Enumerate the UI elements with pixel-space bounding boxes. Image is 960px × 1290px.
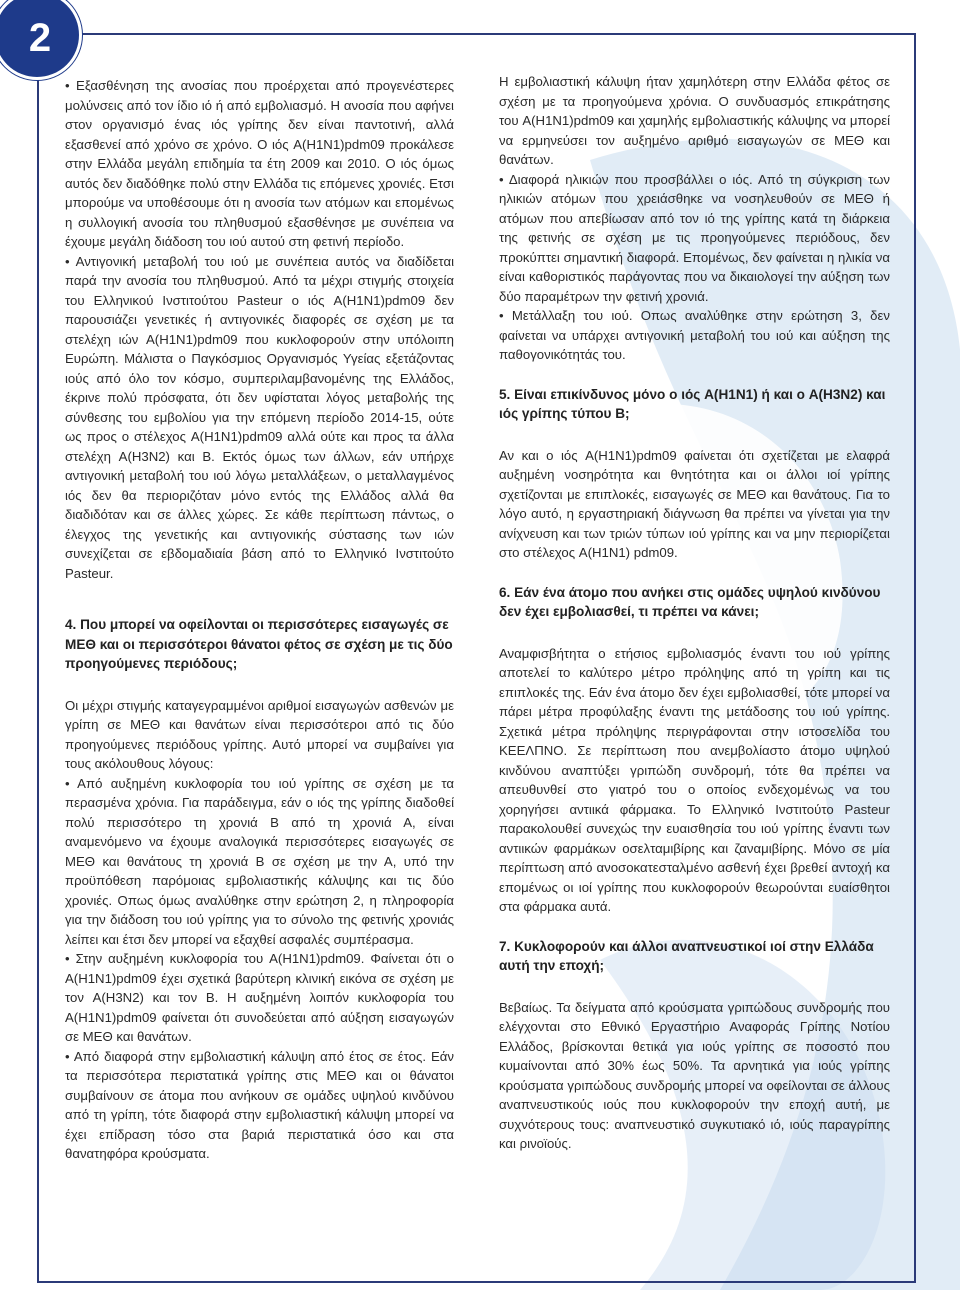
- section-heading-6: 6. Εάν ένα άτομο που ανήκει στις ομάδες υψηλού κινδύνου δεν έχει εμβολιασθεί, τι πρέπει να κάνει;: [499, 584, 881, 619]
- right-paragraph-3: • Μετάλλαξη του ιού. Οπως αναλύθηκε στην ερώτηση 3, δεν φαίνεται να υπάρχει αντιγονική μεταβολή του ιού και αύξηση της παθογονικότητάς του.: [499, 308, 890, 362]
- left-paragraph-5: • Στην αυξημένη κυκλοφορία του A(H1N1)pdm09. Φαίνεται ότι ο A(H1N1)pdm09 έχει σχετικά βαρύτερη κλινική εικόνα σε σχέση με τον A(H3N2) και τον B. Η αυξημένη λοιπόν κυκλοφορία του A(H1N1)pdm09 φαίνεται ότι συνοδεύεται από αύξηση εισαγωγών σε ΜΕΘ και θανάτων.: [65, 951, 454, 1044]
- page-number: 2: [28, 16, 52, 60]
- left-paragraph-3: Οι μέχρι στιγμής καταγεγραμμένοι αριθμοί εισαγωγών ασθενών με γρίπη σε ΜΕΘ και θανάτων είναι περισσότεροι από τις δύο προηγούμενες περιόδους γρίπης. Αυτό μπορεί να συμβαίνει για τους ακόλουθους λόγους:: [65, 697, 454, 771]
- right-column: [499, 72, 890, 1154]
- section-heading-7: 7. Κυκλοφορούν και άλλοι αναπνευστικοί ιοί στην Ελλάδα αυτή την εποχή;: [499, 938, 874, 973]
- left-paragraph-1: • Εξασθένηση της ανοσίας που προέρχεται από προγενέστερες μολύνσεις από τον ίδιο ιό ή από εμβολιασμό. Η ανοσία που αφήνει στον οργανισμό ένας ιός γρίπης δεν είναι παντοτινή, αλλά εξασθενεί από χρόνο σε χρόνο. Ο ιός A(H1N1)pdm09 προκάλεσε στην Ελλάδα μεγάλη επιδημία τα έτη 2009 και 2010. Ο ιός όμως αυτός δεν διαδόθηκε πολύ στην Ελλάδα τις επόμενες χρονιές. Ετσι μπορούμε να υποθέσουμε ότι η ανοσία των ατόμων και επομένως η συλλογική ανοσία του πληθυσμού εξασθένησε με συνέπεια να έχουμε μεγάλη διάδοση του ιού αυτού στη φετινή περίοδο.: [65, 78, 454, 249]
- right-paragraph-2: • Διαφορά ηλικιών που προσβάλλει ο ιός. Από τη σύγκριση των ηλικιών ατόμων που χρειάσθηκε να νοσηλευθούν σε ΜΕΘ ή ατόμων που απεβίωσαν από τον ιό της γρίπης κατά τη διάρκεια της φετινής σε σχέση με τις προηγούμενες περιόδους, δεν προκύπτει σημαντική διαφορά. Επομένως, δεν φαίνεται η ηλικία να είναι καθοριστικός παράγοντας που να δικαιολογεί την αύξηση των δύο παραμέτρων την φετινή χρονιά.: [499, 171, 890, 304]
- section-heading-5: 5. Είναι επικίνδυνος μόνο ο ιός A(H1N1) ή και ο A(H3N2) και ιός γρίπης τύπου Β;: [499, 386, 886, 421]
- left-paragraph-4: • Από αυξημένη κυκλοφορία του ιού γρίπης σε σχέση με τα περασμένα χρόνια. Για παράδειγμα, εάν ο ιός της γρίπης διαδοθεί πολύ περισσότερο τη χρονιά Β από τη χρονιά Α, είναι αναμενόμενο να έχουμε αναλογικά περισσότερες εισαγωγές σε ΜΕΘ και θανάτους τη χρονιά Β σε σχέση με την Α, υπό την προϋπόθεση παρόμοιας εμβολιαστικής κάλυψης και τις δύο χρονιές. Οπως όμως αναλύθηκε στην ερώτηση 2, η πληροφορία για την διάδοση του ιού γρίπης για το σύνολο της φετινής χρονιάς λείπει και έτσι δεν μπορεί να εξαχθεί ασφαλές συμπέρασμα.: [65, 775, 454, 947]
- left-column: [65, 76, 454, 1164]
- section-heading-4: 4. Που μπορεί να οφείλονται οι περισσότερες εισαγωγές σε ΜΕΘ και οι περισσότεροι θάνατοι φέτος σε σχέση με τις δύο προηγούμενες περιόδους;: [65, 617, 453, 671]
- right-paragraph-5: Αναμφισβήτητα ο ετήσιος εμβολιασμός έναντι του ιού γρίπης αποτελεί το καλύτερο μέτρο πρόληψης από τη γρίπη και τις επιπλοκές της. Εάν ένα άτομο δεν έχει εμβολιασθεί, τότε μπορεί να πάρει μέτρα προφύλαξης έναντι της μετάδοσης του ιού γρίπης. Σχετικά μέτρα πρόληψης περιγράφονται στην ιστοσελίδα του ΚΕΕΛΠΝΟ. Σε περίπτωση που ανεμβολίαστο άτομο υψηλού κινδύνου αναπτύξει γριπώδη συνδρομή, τότε θα πρέπει να απευθυνθεί στο γιατρό του ο οποίος ενδεχομένως να του χορηγήσει αντιικά φάρμακα. Το Ελληνικό Ινστιτούτο Pasteur παρακολουθεί συνεχώς την ευαισθησία του ιού γρίπης έναντι των αντιικών φαρμάκων οσελταμιβίρης και ζαναμιβίρης. Μόνο σε μία περίπτωση από ανοσοκατεσταλμένο ασθενή έχει βρεθεί αντοχή κα επομένως οι ιοί γρίπης που κυκλοφορούν θεωρούνται ευαίσθητοι στα φάρμακα αυτά.: [499, 645, 890, 914]
- right-paragraph-1: Η εμβολιαστική κάλυψη ήταν χαμηλότερη στην Ελλάδα φέτος σε σχέση με τα προηγούμενα χρόνια. Ο συνδυασμός επικράτησης του A(H1N1)pdm09 και χαμηλής εμβολιαστικής κάλυψης να μπορεί να ερμηνεύσει τον αυξημένο αριθμό εισαγωγών σε ΜΕΘ και θανάτων.: [499, 74, 890, 167]
- left-paragraph-6: • Από διαφορά στην εμβολιαστική κάλυψη από έτος σε έτος. Εάν τα περισσότερα περιστατικά γρίπης στις ΜΕΘ και οι θάνατοι συμβαίνουν σε άτομα που ανήκουν σε ομάδες υψηλού κινδύνου από τη γρίπη, τότε διαφορά στην εμβολιαστική κάλυψη μπορεί να έχει επίδραση τόσο στα βαριά περιστατικά όσο και στα θανατηφόρα κρούσματα.: [65, 1048, 454, 1161]
- right-paragraph-4: Αν και ο ιός A(H1N1)pdm09 φαίνεται ότι σχετίζεται με ελαφρά αυξημένη νοσηρότητα και θνητότητα και οι άλλοι ιοί γρίπης σχετίζονται με επιπλοκές, εισαγωγές σε ΜΕΘ και θανάτους. Για το λόγο αυτό, η εργαστηριακή διάγνωση θα πρέπει να γίνεται για την ανίχνευση και των τριών τύπων ιού γρίπης και να μην περιορίζεται στο στέλεχος A(H1N1) pdm09.: [499, 447, 890, 560]
- right-paragraph-6: Βεβαίως. Τα δείγματα από κρούσματα γριπώδους συνδρομής που ελέγχονται στο Εθνικό Εργαστήριο Αναφοράς Γρίπης Νοτίου Ελλάδος, βρίσκονται θετικά για ιούς γρίπης σε ποσοστό που κυμαίνονται από 30% έως 50%. Τα αρνητικά για ιούς γρίπης κρούσματα γριπώδους συνδρομής μπορεί να οφείλονται σε άλλους αναπνευστικούς ιούς που κυκλοφορούν την εποχή αυτή, με συχνότερους τους: αναπνευστικό συγκυτιακό ιό, ιούς παραγρίπης και ρινοϊούς.: [499, 999, 890, 1151]
- left-paragraph-2: • Αντιγονική μεταβολή του ιού με συνέπεια αυτός να διαδίδεται παρά την ανοσία του πληθυσμού. Από τα μέχρι στιγμής στοιχεία του Ελληνικού Ινστιτούτου Pasteur ο ιός A(H1N1)pdm09 δεν παρουσιάζει γενετικές ή αντιγονικές διαφορές σε σχέση με τα στελέχη ιών A(H1N1)pdm09 που κυκλοφορούν στην υπόλοιπη Ευρώπη. Μάλιστα ο Παγκόσμιος Οργανισμός Υγείας εξετάζοντας ιούς από όλο τον κόσμο, συμπεριλαμβανομένης της Ελλάδος, έκρινε πολύ πρόσφατα, ότι δεν υφίσταται λόγος μεταβολής της σύνθεσης του εμβολίου για την επόμενη περίοδο 2014-15, ούτε ως προς ο στέλεχος A(H1N1)pdm09 αλλά ούτε και προς τα άλλα στελέχη A(H3N2) και B. Εκτός όμως των άλλων, εάν υπήρχε αντιγονική μεταβολή του ιού λόγω μεταλλάξεων, ο μεταλλαγμένος ιός δεν θα περιοριζόταν μόνο εντός της Ελλάδος αλλά θα διαδιδόταν και σε άλλες χώρες. Σε κάθε περίπτωση πάντως, ο έλεγχος της γενετικής και αντιγονικής σύστασης των ιών συνεχίζεται σε εβδομαδιαία βάση από το Ελληνικό Ινστιτούτο Pasteur.: [65, 253, 454, 581]
